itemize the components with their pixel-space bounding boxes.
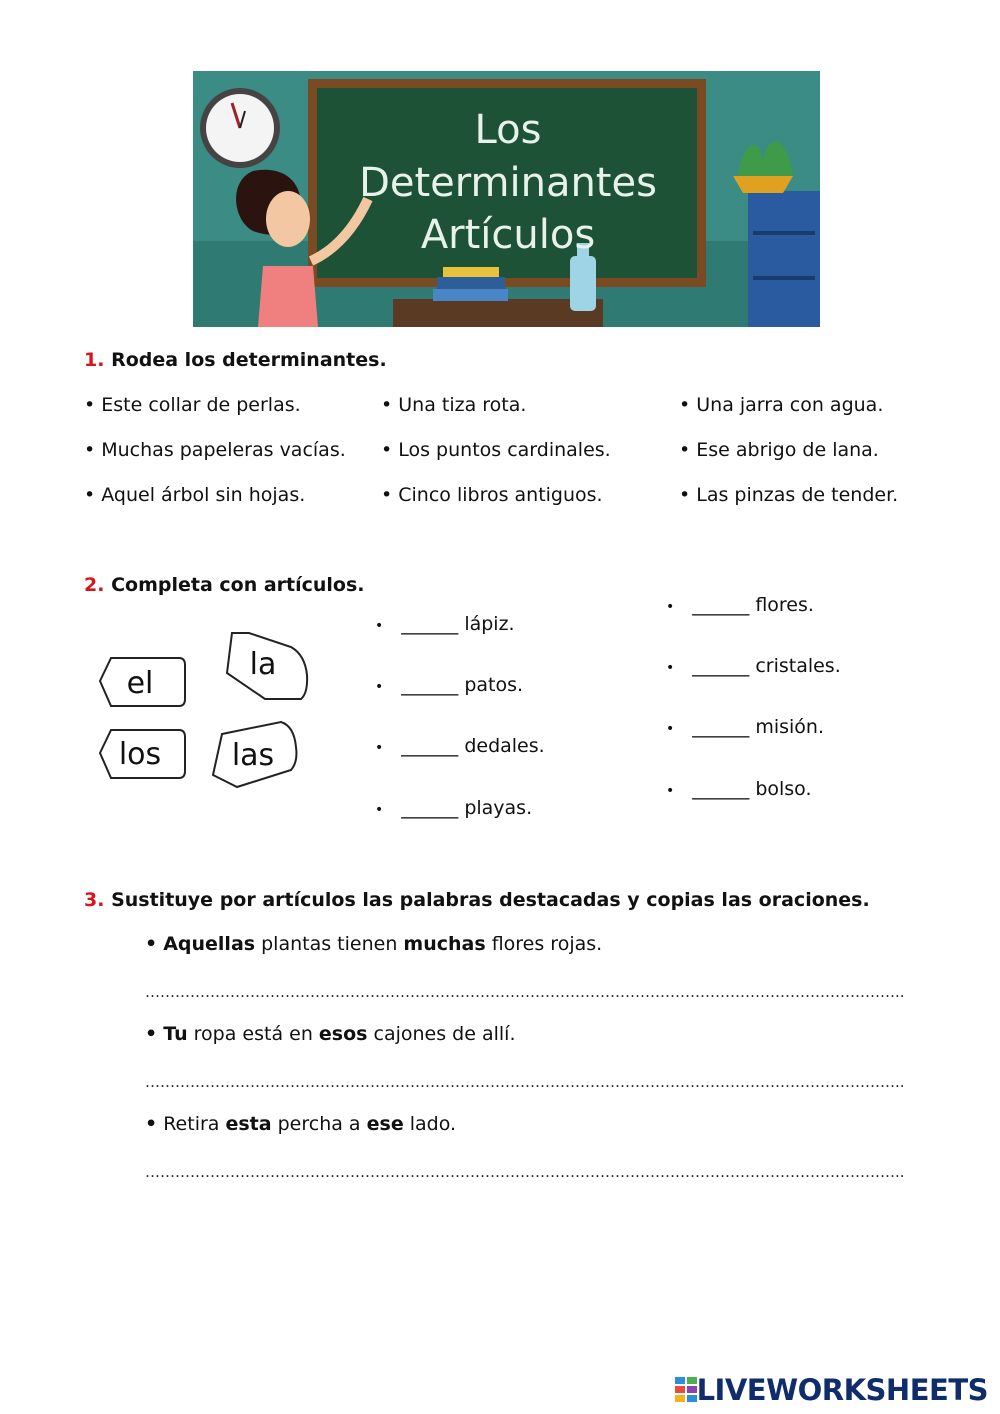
highlighted-word: Tu (163, 1023, 188, 1045)
blank-item (666, 716, 824, 738)
section1-item[interactable]: • Ese abrigo de lana. (679, 439, 879, 461)
blank-word: bolso. (755, 778, 812, 800)
blank-word: misión. (755, 716, 824, 738)
section3-title: Sustituye por artículos las palabras destacadas y copias las oraciones. (111, 889, 870, 911)
word-card-el[interactable] (100, 658, 185, 706)
word-cards (95, 627, 315, 792)
section1-item[interactable]: • Aquel árbol sin hojas. (84, 484, 306, 506)
blank-item (375, 797, 532, 819)
section1-item[interactable]: • Una jarra con agua. (679, 394, 884, 416)
section2-title: Completa con artículos. (111, 574, 365, 596)
highlighted-word: Aquellas (163, 933, 256, 955)
banner-title-line1: Los (474, 107, 542, 153)
bullet: • (666, 783, 675, 799)
highlighted-word: ese (366, 1113, 404, 1135)
blank-item (375, 735, 545, 757)
bullet: • (666, 660, 675, 676)
sentence-text: plantas tienen (255, 933, 404, 955)
section1-item[interactable]: • Este collar de perlas. (84, 394, 301, 416)
blank-item (375, 613, 515, 635)
answer-line[interactable]: …………………………………………………………………………………………………………………………………….. (145, 983, 905, 1001)
blank-line[interactable]: ______ (401, 674, 459, 696)
sentence-text: flores rojas. (485, 933, 603, 955)
liveworksheets-logo (675, 1372, 988, 1408)
highlighted-word: muchas (403, 933, 486, 955)
sentence-text: cajones de allí. (367, 1023, 516, 1045)
blank-line[interactable]: ______ (401, 735, 459, 757)
blank-line[interactable]: ______ (692, 778, 750, 800)
word-card-los[interactable] (100, 730, 185, 778)
bullet: • (666, 721, 675, 737)
section3-number: 3. (84, 889, 105, 911)
word-card-label: la (249, 647, 277, 682)
blank-line[interactable]: ______ (692, 594, 750, 616)
blank-item (666, 778, 812, 800)
section1-item[interactable]: • Las pinzas de tender. (679, 484, 899, 506)
sentence-1 (145, 933, 602, 955)
blank-line[interactable]: ______ (692, 716, 750, 738)
sentence-2 (145, 1023, 515, 1045)
word-card-label: el (126, 666, 154, 701)
logo-text: LIVEWORKSHEETS (696, 1373, 988, 1407)
blank-word: playas. (464, 797, 533, 819)
highlighted-word: esos (318, 1023, 368, 1045)
answer-line[interactable]: …………………………………………………………………………………………………………………………………….. (145, 1163, 905, 1181)
blank-item (666, 655, 841, 677)
section1-item[interactable]: • Cinco libros antiguos. (381, 484, 603, 506)
section1-title: Rodea los determinantes. (111, 349, 387, 371)
banner-title-line3: Artículos (420, 212, 596, 258)
sentence-text: Retira (163, 1113, 226, 1135)
logo-icon (675, 1377, 697, 1403)
header-banner (193, 71, 820, 327)
word-card-label: las (231, 738, 275, 773)
sentence-3 (145, 1113, 456, 1135)
section3-heading (84, 889, 870, 911)
blank-line[interactable]: ______ (692, 655, 750, 677)
word-card-la[interactable] (227, 633, 307, 699)
section1-number: 1. (84, 349, 105, 371)
word-card-label: los (118, 737, 162, 772)
blank-item (375, 674, 523, 696)
blank-item (666, 594, 814, 616)
sentence-text: percha a (271, 1113, 367, 1135)
blank-line[interactable]: ______ (401, 613, 459, 635)
section1-heading (84, 349, 387, 371)
section1-item[interactable]: • Una tiza rota. (381, 394, 527, 416)
bullet: • (375, 618, 384, 634)
banner-illustration (193, 71, 820, 327)
bullet: • (145, 933, 158, 955)
section1-item[interactable]: • Los puntos cardinales. (381, 439, 611, 461)
blank-line[interactable]: ______ (401, 797, 459, 819)
bullet: • (145, 1113, 158, 1135)
section1-item[interactable]: • Muchas papeleras vacías. (84, 439, 346, 461)
bullet: • (145, 1023, 158, 1045)
answer-line[interactable]: …………………………………………………………………………………………………………………………………….. (145, 1073, 905, 1091)
sentence-text: ropa está en (187, 1023, 319, 1045)
highlighted-word: esta (225, 1113, 272, 1135)
bullet: • (375, 802, 384, 818)
bullet: • (666, 599, 675, 615)
banner-title-line2: Determinantes (359, 160, 657, 206)
blank-word: flores. (755, 594, 814, 616)
bullet: • (375, 740, 384, 756)
section2-heading (84, 574, 365, 596)
sentence-text: lado. (403, 1113, 457, 1135)
blank-word: lápiz. (464, 613, 515, 635)
blank-word: patos. (464, 674, 524, 696)
section2-number: 2. (84, 574, 105, 596)
blank-word: cristales. (755, 655, 841, 677)
word-card-las[interactable] (213, 722, 296, 787)
bullet: • (375, 679, 384, 695)
blank-word: dedales. (464, 735, 545, 757)
